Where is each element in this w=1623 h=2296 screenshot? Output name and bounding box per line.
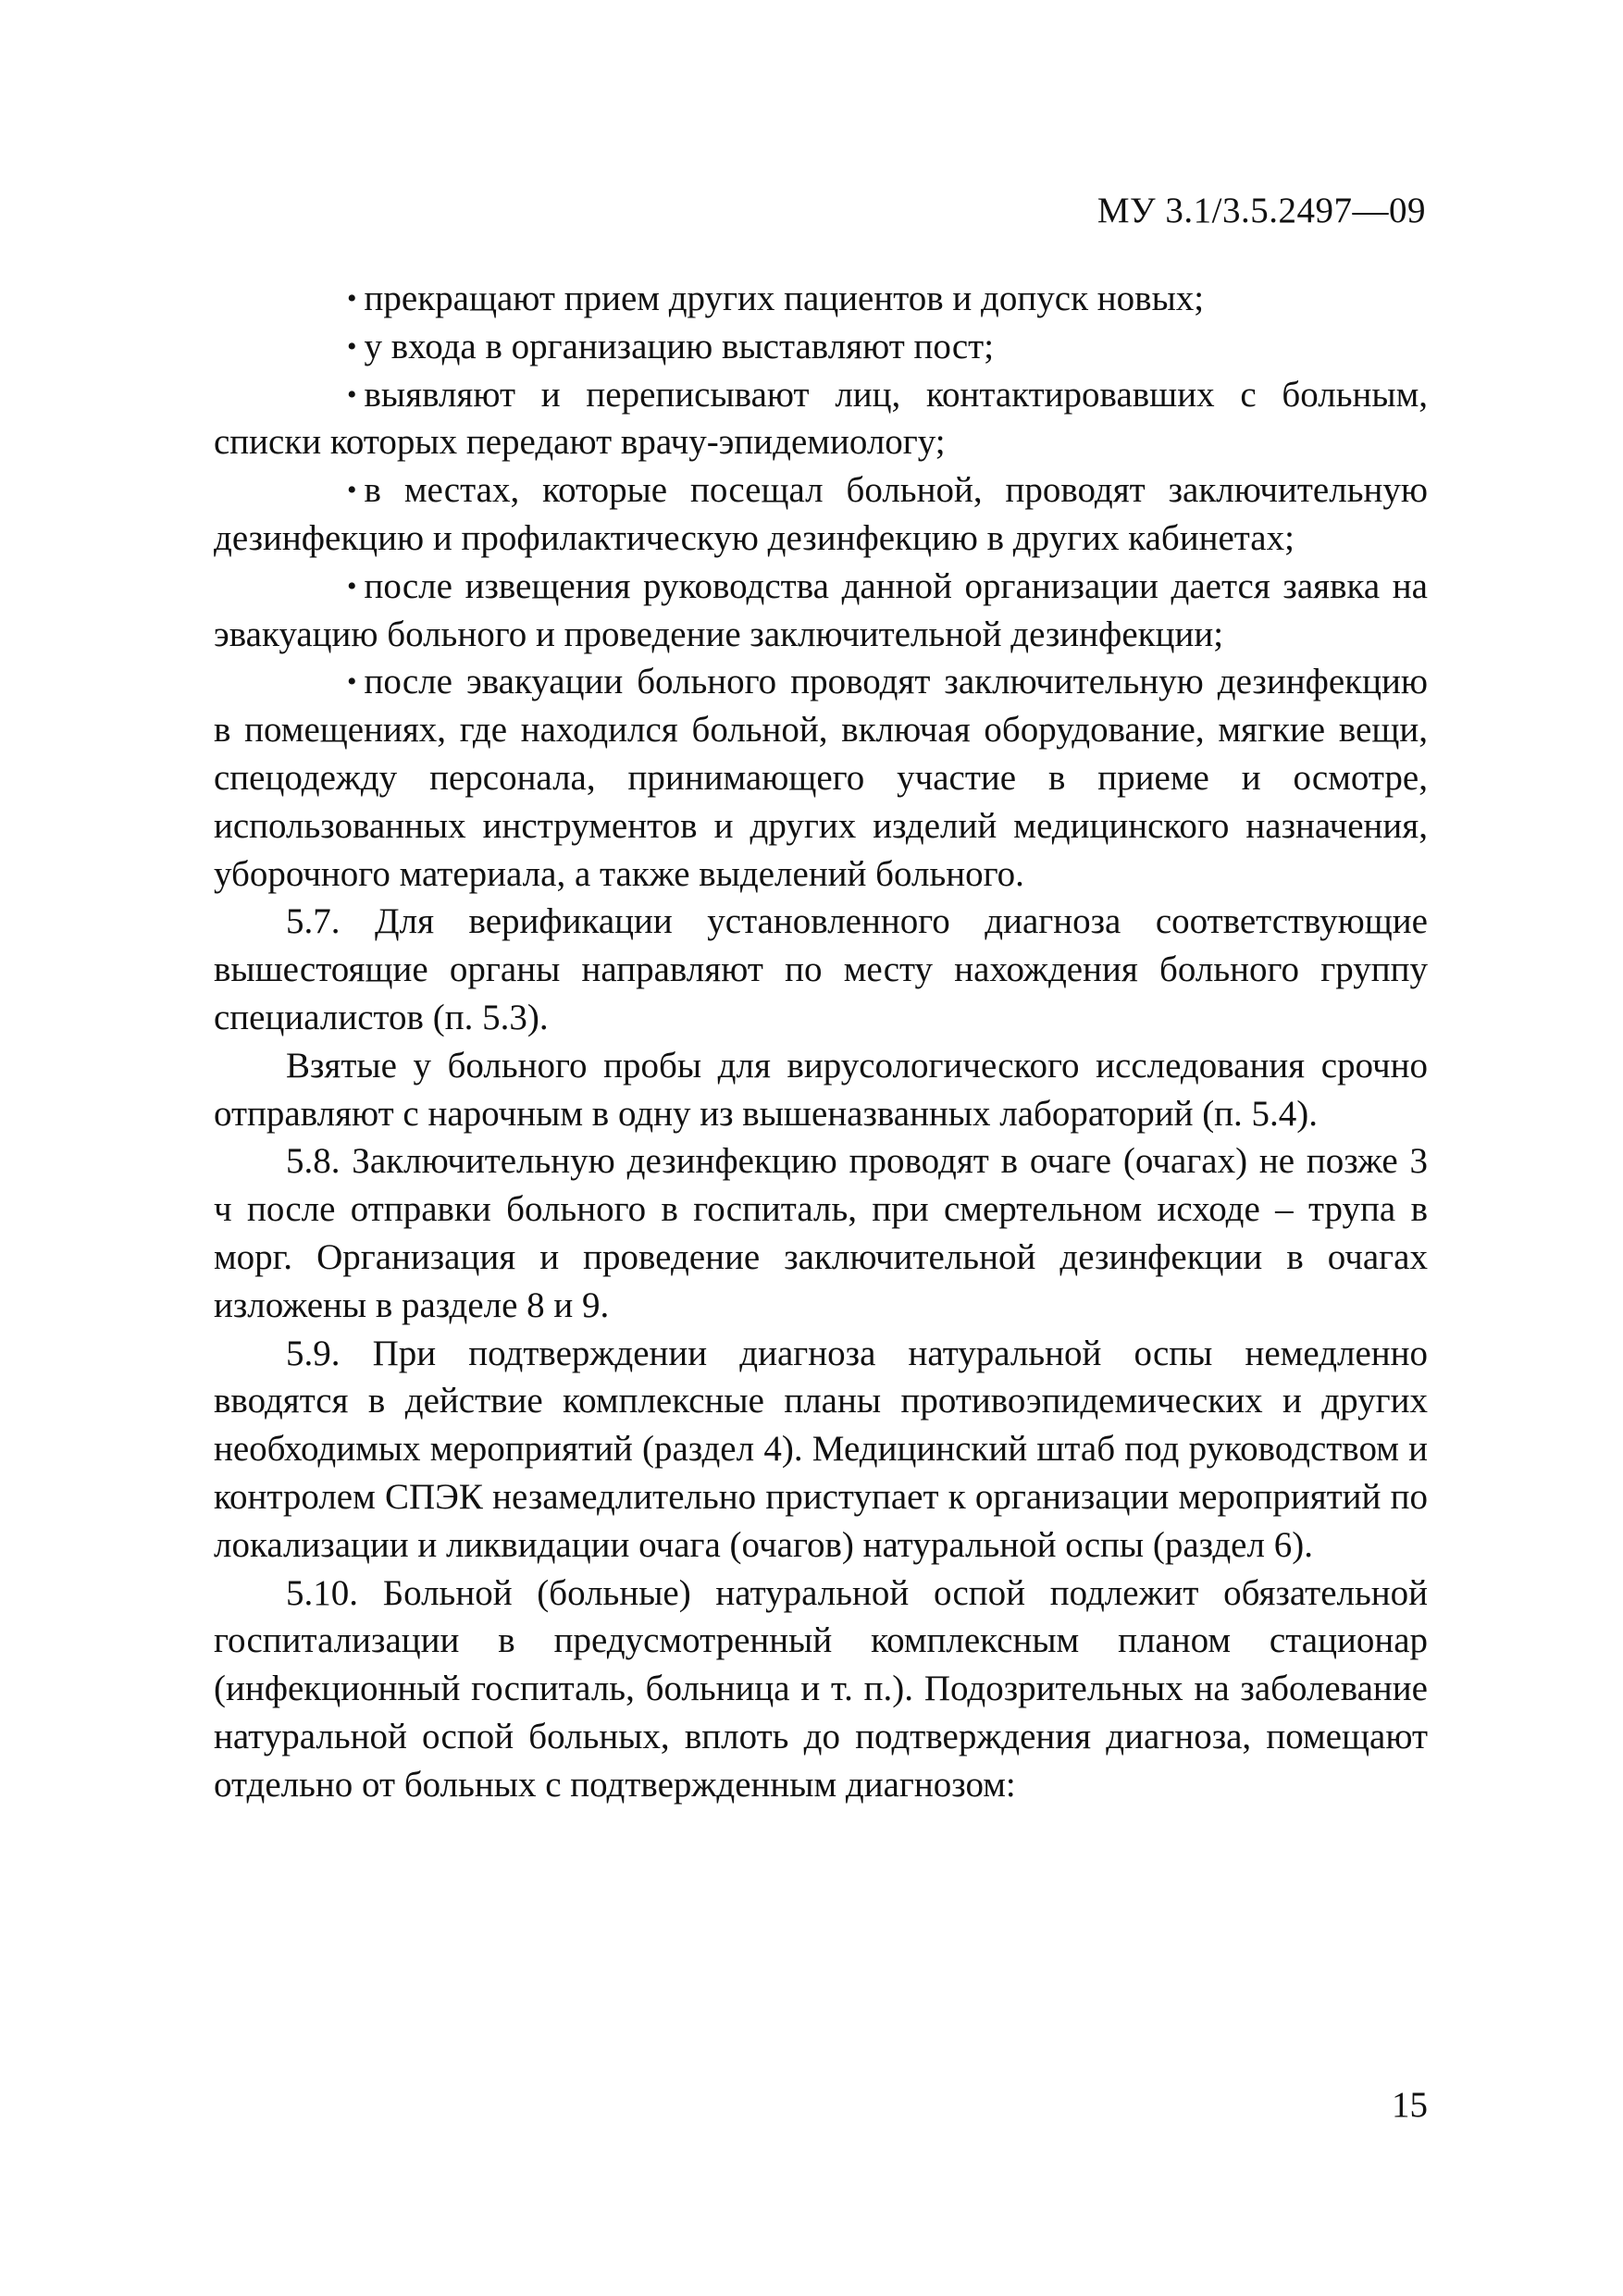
bullet-text: у входа в организацию выставляют пост; bbox=[364, 326, 995, 366]
bullet-text: выявляют и переписывают лиц, контактировавших с больным, списки которых передают врачу-эпидемиологу; bbox=[214, 374, 1428, 463]
bullet-icon: • bbox=[347, 330, 357, 362]
bullet-item bbox=[214, 563, 1428, 659]
bullet-item bbox=[214, 658, 1428, 898]
bullet-item bbox=[214, 466, 1428, 563]
bullet-icon: • bbox=[347, 283, 357, 314]
bullet-icon: • bbox=[347, 570, 357, 602]
bullet-item bbox=[214, 275, 1428, 323]
page-number: 15 bbox=[1392, 2085, 1428, 2125]
page-header: МУ 3.1/3.5.2497—09 bbox=[1096, 191, 1426, 230]
bullet-text: после эвакуации больного проводят заключительную дезинфекцию в помещениях, где находился больной, включая оборудование, мягкие вещи, спецодежду персонала, принимающего участие в приеме и осмотре, использованных инструментов и других изделий медицинского назначения, уборочного материала, а также выделений больного. bbox=[214, 662, 1428, 894]
bullet-text: после извещения руководства данной организации дается заявка на эвакуацию больного и проведение заключительной дезинфекции; bbox=[214, 565, 1428, 654]
paragraph-5-8: 5.8. Заключительную дезинфекцию проводят в очаге (очагах) не позже 3 ч после отправки больного в госпиталь, при смертельном исходе – трупа в морг. Организация и проведение заключительной дезинфекции в очагах изложены в разделе 8 и 9. bbox=[214, 1141, 1428, 1325]
bullet-item bbox=[214, 371, 1428, 467]
bullet-icon: • bbox=[347, 666, 357, 698]
paragraph-5-10: 5.10. Больной (больные) натуральной оспой подлежит обязательной госпитализации в предусмотренный комплексным планом стационар (инфекционный госпиталь, больница и т. п.). Подозрительных на заболевание натуральной оспой больных, вплоть до подтверждения диагноза, помещают отдельно от больных с подтвержденным диагнозом: bbox=[214, 1572, 1428, 1805]
bullet-text: прекращают прием других пациентов и допуск новых; bbox=[364, 279, 1205, 318]
paragraph-samples: Взятые у больного пробы для вирусологического исследования срочно отправляют с нарочным в одну из вышеназванных лабораторий (п. 5.4). bbox=[214, 1045, 1428, 1134]
paragraph-5-9: 5.9. При подтверждении диагноза натуральной оспы немедленно вводятся в действие комплексные планы противоэпидемических и других необходимых мероприятий (раздел 4). Медицинский штаб под руководством и контролем СПЭК незамедлительно приступает к организации мероприятий по локализации и ликвидации очага (очагов) натуральной оспы (раздел 6). bbox=[214, 1333, 1428, 1565]
bullet-text: в местах, которые посещал больной, проводят заключительную дезинфекцию и профилактическую дезинфекцию в других кабинетах; bbox=[214, 470, 1428, 558]
bullet-item bbox=[214, 323, 1428, 371]
bullet-icon: • bbox=[347, 475, 357, 506]
page-body bbox=[214, 275, 1428, 1809]
paragraph-5-7: 5.7. Для верификации установленного диагноза соответствующие вышестоящие органы направляют по месту нахождения больного группу специалистов (п. 5.3). bbox=[214, 901, 1428, 1037]
bullet-icon: • bbox=[347, 379, 357, 410]
